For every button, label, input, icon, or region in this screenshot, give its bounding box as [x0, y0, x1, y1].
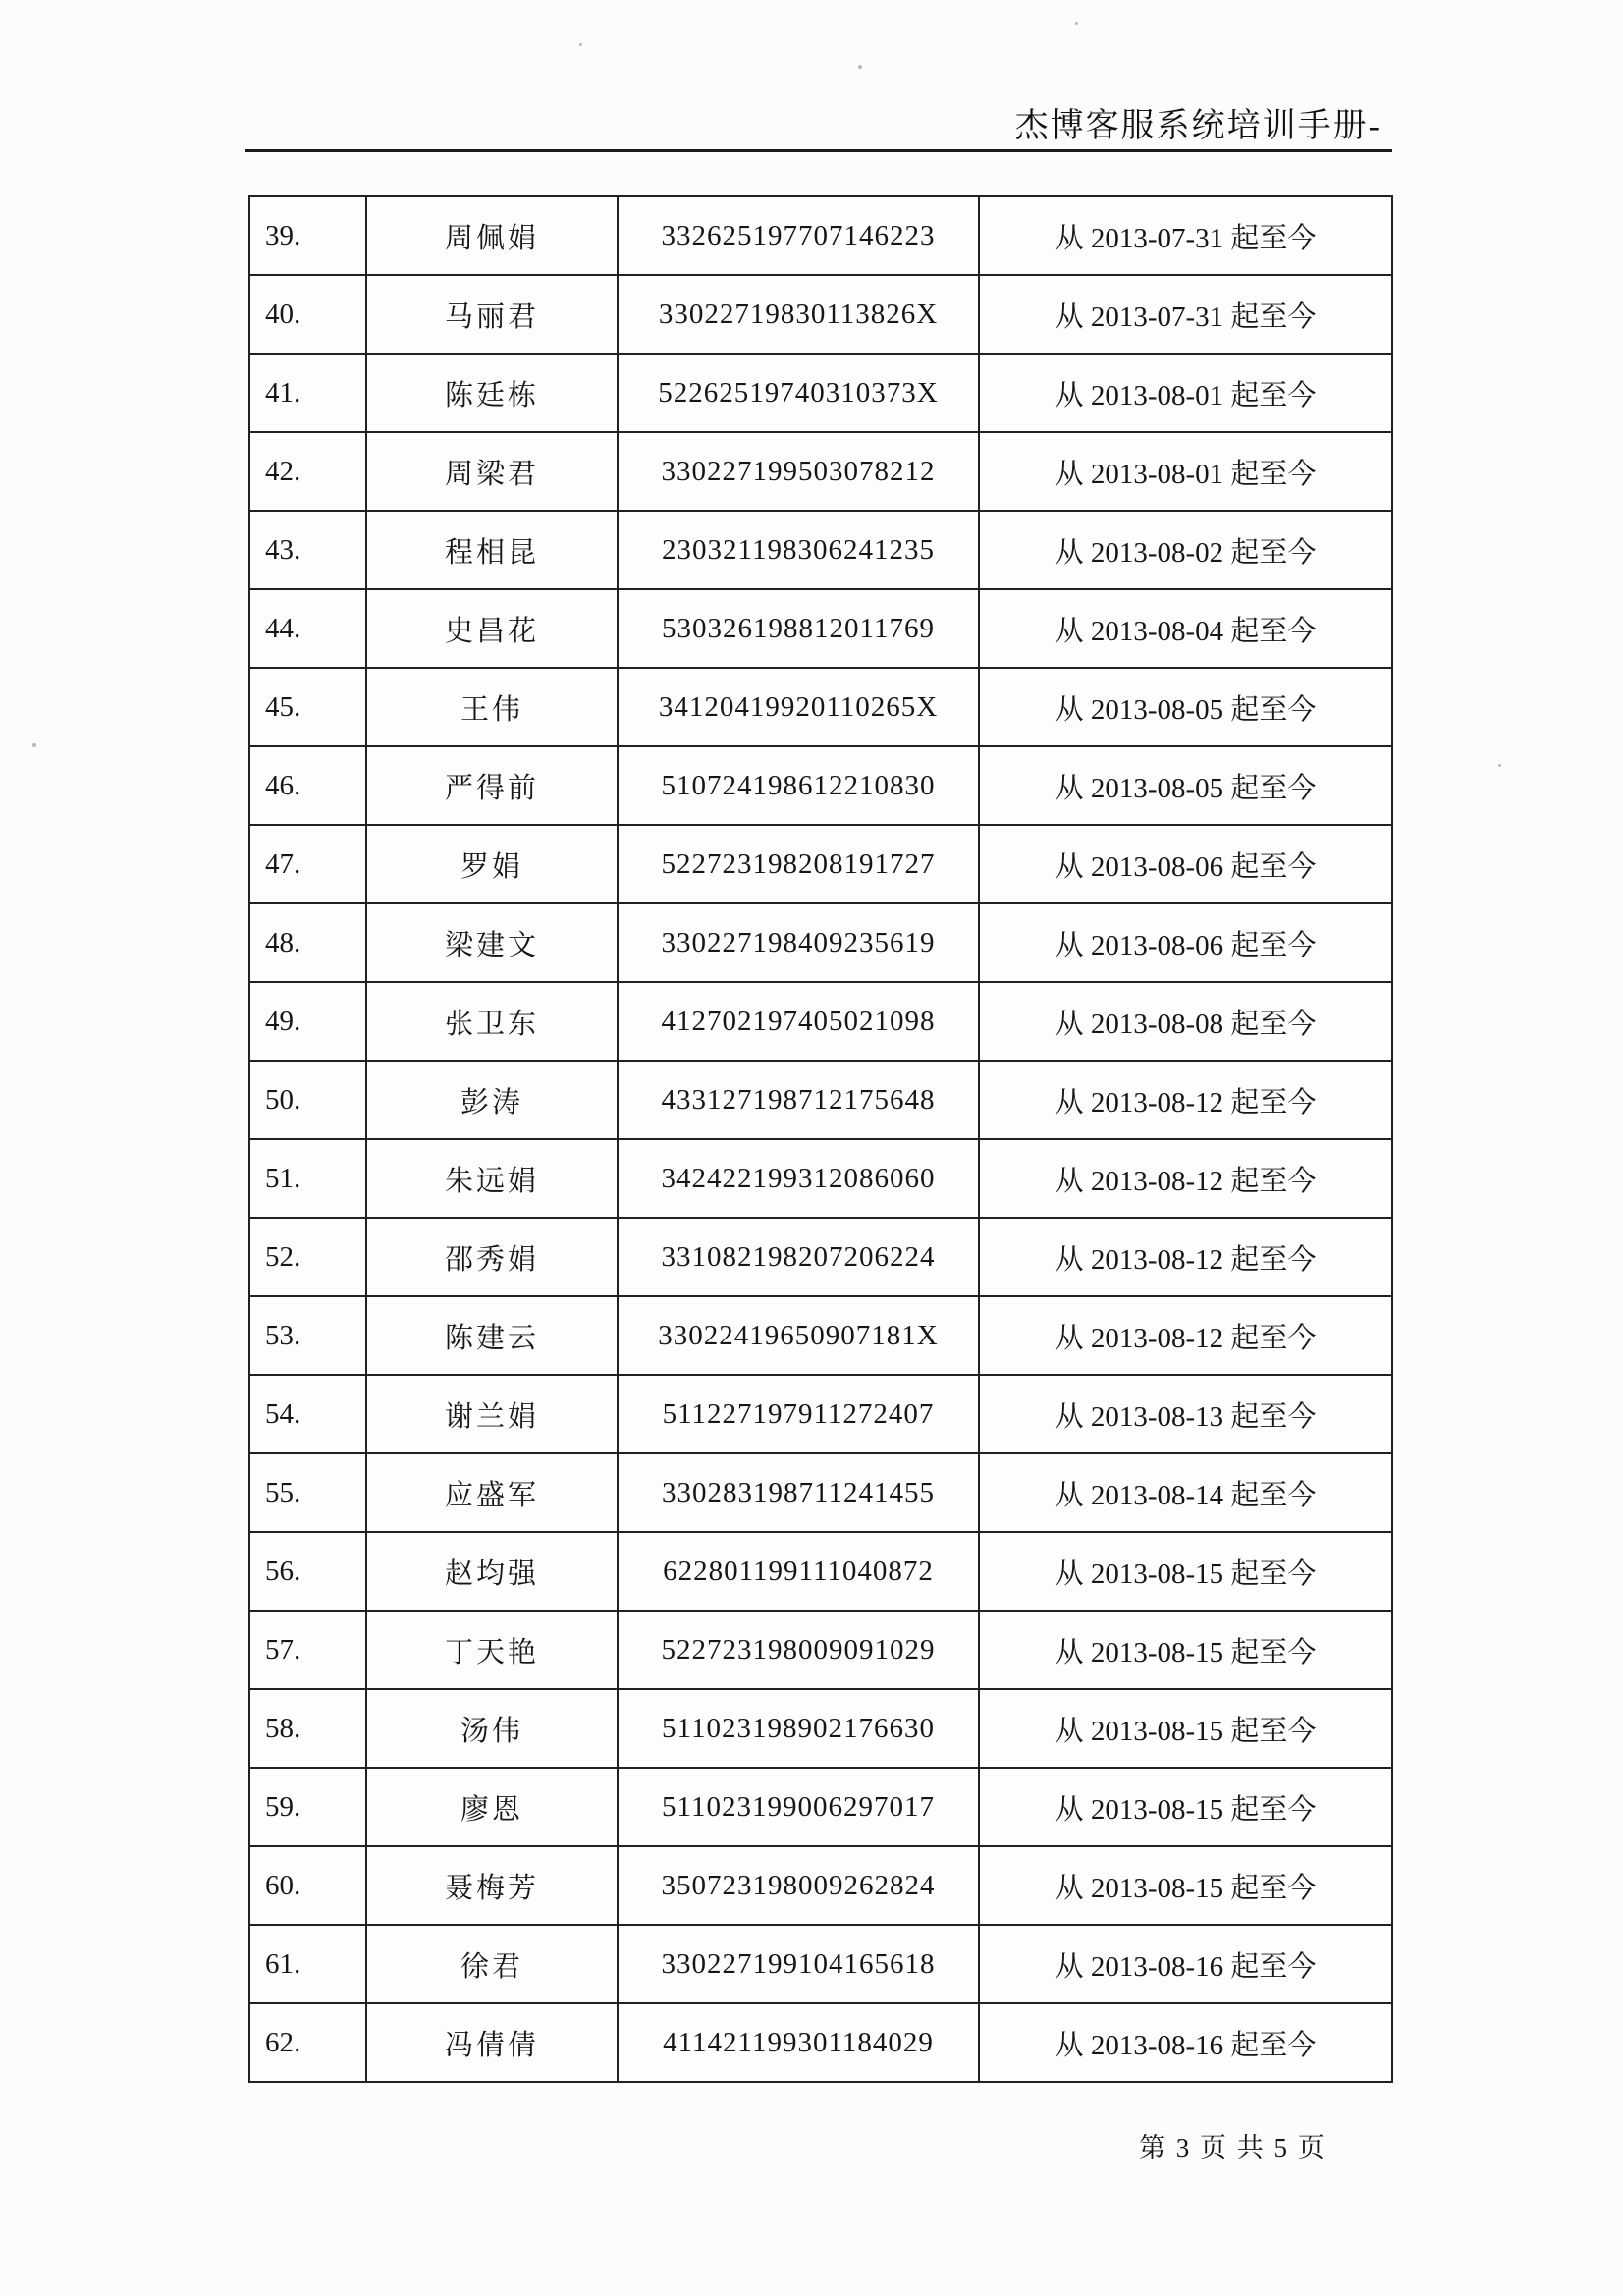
id-number-cell: 33022719830113826X [618, 275, 979, 354]
employment-period-cell: 从 2013-08-15 起至今 [979, 1532, 1392, 1611]
employment-period-cell: 从 2013-08-12 起至今 [979, 1139, 1392, 1218]
row-number-cell: 39. [249, 196, 366, 275]
table-row [249, 354, 1392, 432]
row-number-cell: 48. [249, 903, 366, 982]
name-cell: 罗娟 [366, 825, 618, 903]
employment-period-cell: 从 2013-07-31 起至今 [979, 196, 1392, 275]
table-row [249, 1689, 1392, 1768]
table-row [249, 511, 1392, 589]
table-row [249, 432, 1392, 511]
name-cell: 汤伟 [366, 1689, 618, 1768]
scan-speck [1498, 764, 1501, 767]
row-number-cell: 60. [249, 1846, 366, 1925]
table-row [249, 668, 1392, 746]
row-number-cell: 61. [249, 1925, 366, 2003]
id-number-cell: 511023199006297017 [618, 1768, 979, 1846]
row-number-cell: 50. [249, 1061, 366, 1139]
id-number-cell: 330283198711241455 [618, 1453, 979, 1532]
name-cell: 陈廷栋 [366, 354, 618, 432]
name-cell: 冯倩倩 [366, 2003, 618, 2082]
name-cell: 徐君 [366, 1925, 618, 2003]
row-number-cell: 51. [249, 1139, 366, 1218]
row-number-cell: 58. [249, 1689, 366, 1768]
row-number-cell: 52. [249, 1218, 366, 1296]
table-row [249, 275, 1392, 354]
scan-speck [858, 65, 862, 69]
table-row [249, 1218, 1392, 1296]
table-row [249, 2003, 1392, 2082]
id-number-cell: 511227197911272407 [618, 1375, 979, 1453]
employment-period-cell: 从 2013-08-06 起至今 [979, 825, 1392, 903]
employment-period-cell: 从 2013-08-06 起至今 [979, 903, 1392, 982]
employment-period-cell: 从 2013-08-15 起至今 [979, 1768, 1392, 1846]
employment-period-cell: 从 2013-08-08 起至今 [979, 982, 1392, 1061]
row-number-cell: 47. [249, 825, 366, 903]
name-cell: 梁建文 [366, 903, 618, 982]
id-number-cell: 530326198812011769 [618, 589, 979, 668]
name-cell: 丁天艳 [366, 1611, 618, 1689]
employment-period-cell: 从 2013-08-12 起至今 [979, 1218, 1392, 1296]
table-row [249, 982, 1392, 1061]
table-row [249, 1453, 1392, 1532]
row-number-cell: 62. [249, 2003, 366, 2082]
table-row [249, 1296, 1392, 1375]
employment-period-cell: 从 2013-08-04 起至今 [979, 589, 1392, 668]
id-number-cell: 332625197707146223 [618, 196, 979, 275]
row-number-cell: 54. [249, 1375, 366, 1453]
table-row [249, 1768, 1392, 1846]
id-number-cell: 34120419920110265X [618, 668, 979, 746]
table-row [249, 196, 1392, 275]
id-number-cell: 511023198902176630 [618, 1689, 979, 1768]
name-cell: 程相昆 [366, 511, 618, 589]
row-number-cell: 53. [249, 1296, 366, 1375]
row-number-cell: 42. [249, 432, 366, 511]
scan-speck [1075, 22, 1078, 25]
row-number-cell: 45. [249, 668, 366, 746]
name-cell: 马丽君 [366, 275, 618, 354]
employment-period-cell: 从 2013-08-15 起至今 [979, 1611, 1392, 1689]
name-cell: 张卫东 [366, 982, 618, 1061]
employment-period-cell: 从 2013-08-01 起至今 [979, 432, 1392, 511]
roster-table-body [249, 196, 1392, 2082]
id-number-cell: 510724198612210830 [618, 746, 979, 825]
employment-period-cell: 从 2013-08-01 起至今 [979, 354, 1392, 432]
table-row [249, 1375, 1392, 1453]
row-number-cell: 41. [249, 354, 366, 432]
table-row [249, 825, 1392, 903]
id-number-cell: 350723198009262824 [618, 1846, 979, 1925]
id-number-cell: 342422199312086060 [618, 1139, 979, 1218]
employment-period-cell: 从 2013-08-15 起至今 [979, 1846, 1392, 1925]
scan-speck [32, 743, 36, 747]
id-number-cell: 622801199111040872 [618, 1532, 979, 1611]
name-cell: 赵均强 [366, 1532, 618, 1611]
employment-period-cell: 从 2013-07-31 起至今 [979, 275, 1392, 354]
name-cell: 廖恩 [366, 1768, 618, 1846]
employment-period-cell: 从 2013-08-15 起至今 [979, 1689, 1392, 1768]
name-cell: 陈建云 [366, 1296, 618, 1375]
employment-period-cell: 从 2013-08-13 起至今 [979, 1375, 1392, 1453]
name-cell: 史昌花 [366, 589, 618, 668]
table-row [249, 1846, 1392, 1925]
row-number-cell: 43. [249, 511, 366, 589]
name-cell: 周佩娟 [366, 196, 618, 275]
header-divider-line [245, 149, 1392, 152]
name-cell: 邵秀娟 [366, 1218, 618, 1296]
table-row [249, 903, 1392, 982]
name-cell: 彭涛 [366, 1061, 618, 1139]
row-number-cell: 59. [249, 1768, 366, 1846]
row-number-cell: 49. [249, 982, 366, 1061]
employment-period-cell: 从 2013-08-16 起至今 [979, 2003, 1392, 2082]
row-number-cell: 46. [249, 746, 366, 825]
name-cell: 周梁君 [366, 432, 618, 511]
employment-period-cell: 从 2013-08-12 起至今 [979, 1061, 1392, 1139]
employment-period-cell: 从 2013-08-05 起至今 [979, 668, 1392, 746]
name-cell: 应盛军 [366, 1453, 618, 1532]
id-number-cell: 412702197405021098 [618, 982, 979, 1061]
name-cell: 严得前 [366, 746, 618, 825]
id-number-cell: 330227199503078212 [618, 432, 979, 511]
document-header-title: 杰博客服系统培训手册- [1014, 108, 1381, 144]
page-number-footer: 第 3 页 共 5 页 [1139, 2133, 1326, 2162]
id-number-cell: 522723198009091029 [618, 1611, 979, 1689]
employment-period-cell: 从 2013-08-05 起至今 [979, 746, 1392, 825]
table-row [249, 1061, 1392, 1139]
id-number-cell: 522723198208191727 [618, 825, 979, 903]
row-number-cell: 55. [249, 1453, 366, 1532]
id-number-cell: 330227199104165618 [618, 1925, 979, 2003]
table-row [249, 1139, 1392, 1218]
table-row [249, 589, 1392, 668]
name-cell: 朱远娟 [366, 1139, 618, 1218]
row-number-cell: 40. [249, 275, 366, 354]
staff-roster-table [248, 195, 1393, 2083]
scan-speck [579, 43, 582, 46]
row-number-cell: 56. [249, 1532, 366, 1611]
name-cell: 聂梅芳 [366, 1846, 618, 1925]
id-number-cell: 330227198409235619 [618, 903, 979, 982]
id-number-cell: 411421199301184029 [618, 2003, 979, 2082]
id-number-cell: 52262519740310373X [618, 354, 979, 432]
employment-period-cell: 从 2013-08-02 起至今 [979, 511, 1392, 589]
table-row [249, 746, 1392, 825]
name-cell: 王伟 [366, 668, 618, 746]
row-number-cell: 57. [249, 1611, 366, 1689]
employment-period-cell: 从 2013-08-12 起至今 [979, 1296, 1392, 1375]
id-number-cell: 433127198712175648 [618, 1061, 979, 1139]
employment-period-cell: 从 2013-08-14 起至今 [979, 1453, 1392, 1532]
id-number-cell: 33022419650907181X [618, 1296, 979, 1375]
table-row [249, 1532, 1392, 1611]
row-number-cell: 44. [249, 589, 366, 668]
employment-period-cell: 从 2013-08-16 起至今 [979, 1925, 1392, 2003]
id-number-cell: 230321198306241235 [618, 511, 979, 589]
table-row [249, 1611, 1392, 1689]
name-cell: 谢兰娟 [366, 1375, 618, 1453]
id-number-cell: 331082198207206224 [618, 1218, 979, 1296]
table-row [249, 1925, 1392, 2003]
